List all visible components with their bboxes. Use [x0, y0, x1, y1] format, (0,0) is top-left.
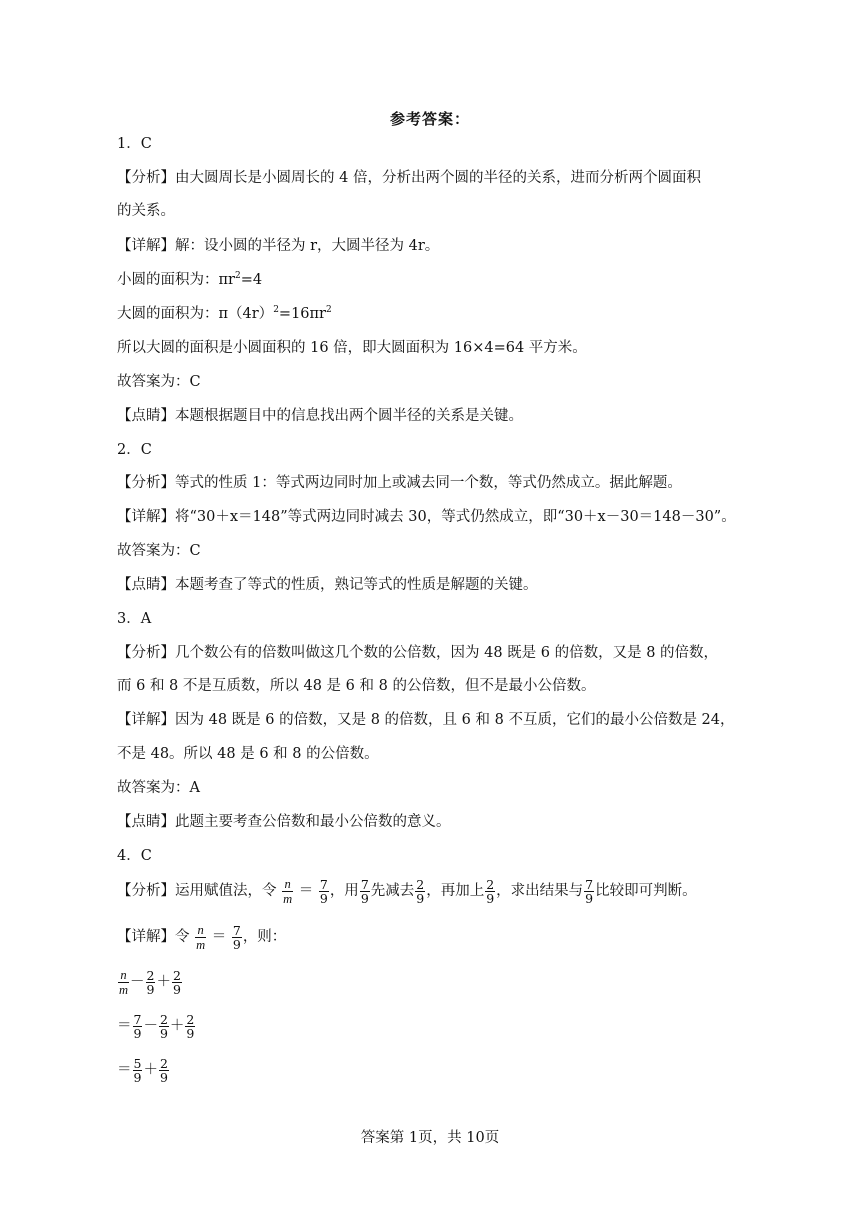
q3-detail-line1: 【详解】因为 48 既是 6 的倍数，又是 8 的倍数，且 6 和 8 不互质，它们的最小公倍数是 24， [117, 712, 735, 728]
fraction-n-over-m: $\frac{n}{m}$ [283, 876, 293, 906]
fraction-7-9: $\frac{7}{9}$ [133, 1011, 142, 1041]
q3-detail-line2: 不是 48。所以 48 是 6 和 8 的公倍数。 [117, 746, 379, 762]
q3-analysis-line2: 而 6 和 8 不是互质数，所以 48 是 6 和 8 的公倍数，但不是最小公倍数。 [117, 678, 596, 694]
q2-number: 2．C [117, 442, 152, 458]
q1-comment: 【点睛】本题根据题目中的信息找出两个圆半径的关系是关键。 [117, 408, 523, 424]
q1-small-area: 小圆的面积为：$\pi r^2=4$ [117, 271, 263, 288]
q2-analysis: 【分析】等式的性质 1：等式两边同时加上或减去同一个数，等式仍然成立。据此解题。 [117, 475, 682, 491]
fraction-7-9: $\frac{7}{9}$ [360, 876, 369, 906]
fraction-2-9: $\frac{2}{9}$ [186, 1011, 195, 1041]
q3-analysis-line1: 【分析】几个数公有的倍数叫做这几个数的公倍数，因为 48 既是 6 的倍数，又是 8 的倍数， [117, 645, 719, 661]
fraction-2-9: $\frac{2}{9}$ [159, 1011, 168, 1041]
fraction-2-9: $\frac{2}{9}$ [172, 967, 181, 997]
q4-number: 4．C [117, 848, 152, 864]
q3-number: 3．A [117, 611, 152, 627]
q4-step2: ＝ $\frac{7}{9}$ － $\frac{2}{9}$ ＋ $\frac{2}{9}$ [117, 1011, 195, 1041]
page-footer: 答案第 1页，共 10页 [360, 1130, 500, 1146]
fraction-n-over-m: $\frac{n}{m}$ [119, 967, 129, 997]
q1-analysis-line2: 的关系。 [117, 203, 175, 219]
q4-detail: 【详解】令 $\frac{n}{m}$ ＝ $\frac{7}{9}$ ，则： [117, 922, 287, 952]
page-title: 参考答案： [389, 110, 470, 128]
q1-big-area: 大圆的面积为：$\pi(4r)^2=16\pi r^2$ [117, 305, 332, 322]
q1-analysis-line1: 【分析】由大圆周长是小圆周长的 4 倍，分析出两个圆的半径的关系，进而分析两个圆面积 [117, 170, 701, 186]
q2-detail: 【详解】将“30＋x＝148”等式两边同时减去 30，等式仍然成立，即“30＋x－30＝148－30”。 [117, 509, 736, 525]
q2-comment: 【点睛】本题考查了等式的性质，熟记等式的性质是解题的关键。 [117, 577, 538, 593]
fraction-2-9: $\frac{2}{9}$ [486, 876, 495, 906]
q1-conclusion: 所以大圆的面积是小圆面积的 16 倍，即大圆面积为 16×4=64 平方米。 [117, 340, 587, 356]
q1-answer: 故答案为：C [117, 374, 201, 390]
fraction-2-9: $\frac{2}{9}$ [416, 876, 425, 906]
fraction-2-9: $\frac{2}{9}$ [146, 967, 155, 997]
fraction-2-9: $\frac{2}{9}$ [159, 1055, 168, 1085]
fraction-5-9: $\frac{5}{9}$ [133, 1055, 142, 1085]
q1-detail: 【详解】解：设小圆的半径为 r，大圆半径为 4r。 [117, 238, 440, 254]
q4-analysis: 【分析】运用赋值法，令 $\frac{n}{m}$ ＝ $\frac{7}{9}$ ，用 $\frac{7}{9}$ 先减去 $\frac{2}{9}$ ，再加上 $\frac{2}{9}$ ，求出结果与 $\frac{7}{9}$ 比较即可判断。 [117, 876, 697, 906]
q4-step3: ＝ $\frac{5}{9}$ ＋ $\frac{2}{9}$ [117, 1055, 168, 1085]
q3-answer: 故答案为：A [117, 780, 200, 796]
q4-step1: $\frac{n}{m}$ － $\frac{2}{9}$ ＋ $\frac{2}{9}$ [119, 967, 181, 997]
fraction-n-over-m: $\frac{n}{m}$ [196, 922, 206, 952]
q3-comment: 【点睛】此题主要考查公倍数和最小公倍数的意义。 [117, 814, 451, 830]
q1-number: 1．C [117, 136, 152, 152]
q2-answer: 故答案为：C [117, 543, 201, 559]
fraction-7-9: $\frac{7}{9}$ [585, 876, 594, 906]
fraction-7-9: $\frac{7}{9}$ [232, 922, 241, 952]
fraction-7-9: $\frac{7}{9}$ [319, 876, 328, 906]
